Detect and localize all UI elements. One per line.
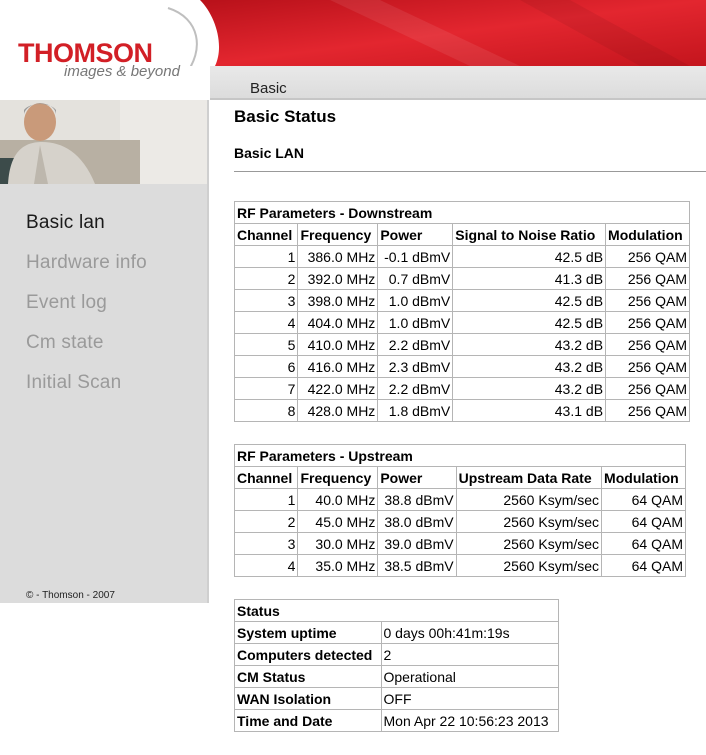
table-cell: 256 QAM: [606, 246, 690, 268]
column-header: Power: [378, 467, 456, 489]
table-cell: 35.0 MHz: [298, 555, 378, 577]
table-cell: 1: [235, 246, 298, 268]
page-title: Basic Status: [234, 107, 337, 126]
status-label: Computers detected: [235, 644, 382, 666]
brand-tagline: images & beyond: [64, 63, 180, 80]
table-row: [235, 710, 559, 732]
table-cell: 39.0 dBmV: [378, 533, 456, 555]
table-row: [235, 622, 559, 644]
sidebar-item-basic-lan[interactable]: Basic lan: [26, 212, 105, 233]
column-header: Signal to Noise Ratio: [453, 224, 606, 246]
table-row: [235, 688, 559, 710]
table-cell: 64 QAM: [602, 555, 686, 577]
table-cell: 2.2 dBmV: [378, 334, 453, 356]
table-cell: 256 QAM: [606, 268, 690, 290]
table-cell: 43.2 dB: [453, 334, 606, 356]
sidebar-item-hardware-info[interactable]: Hardware info: [26, 252, 147, 273]
table-cell: 1.0 dBmV: [378, 312, 453, 334]
column-header: Upstream Data Rate: [456, 467, 601, 489]
column-header: Channel: [235, 224, 298, 246]
table-cell: 386.0 MHz: [298, 246, 378, 268]
table-cell: 45.0 MHz: [298, 511, 378, 533]
table-cell: 64 QAM: [602, 511, 686, 533]
header: [0, 0, 706, 100]
table-cell: 40.0 MHz: [298, 489, 378, 511]
table-cell: 428.0 MHz: [298, 400, 378, 422]
table-cell: 42.5 dB: [453, 246, 606, 268]
column-header: Power: [378, 224, 453, 246]
table-cell: 2.3 dBmV: [378, 356, 453, 378]
status-value: OFF: [381, 688, 559, 710]
table-cell: 4: [235, 555, 298, 577]
column-header: Channel: [235, 467, 298, 489]
table-row: [235, 268, 690, 290]
table-cell: 392.0 MHz: [298, 268, 378, 290]
table-cell: 2560 Ksym/sec: [456, 533, 601, 555]
table-cell: 38.8 dBmV: [378, 489, 456, 511]
status-label: CM Status: [235, 666, 382, 688]
status-caption: Status: [235, 600, 559, 622]
upstream-caption: RF Parameters - Upstream: [235, 445, 686, 467]
section-subtitle: Basic LAN: [234, 145, 305, 161]
column-header: Modulation: [606, 224, 690, 246]
table-cell: 64 QAM: [602, 533, 686, 555]
table-row: [235, 334, 690, 356]
table-cell: 3: [235, 290, 298, 312]
table-cell: 398.0 MHz: [298, 290, 378, 312]
table-cell: 43.1 dB: [453, 400, 606, 422]
table-cell: 64 QAM: [602, 489, 686, 511]
table-cell: 38.0 dBmV: [378, 511, 456, 533]
table-cell: 2560 Ksym/sec: [456, 555, 601, 577]
table-cell: 42.5 dB: [453, 312, 606, 334]
table-cell: 256 QAM: [606, 378, 690, 400]
table-cell: 3: [235, 533, 298, 555]
table-cell: 1.8 dBmV: [378, 400, 453, 422]
sidebar-item-cm-state[interactable]: Cm state: [26, 332, 104, 353]
table-cell: 7: [235, 378, 298, 400]
divider: [234, 171, 706, 172]
table-row: [235, 489, 686, 511]
table-row: [235, 555, 686, 577]
table-cell: 1.0 dBmV: [378, 290, 453, 312]
table-cell: 41.3 dB: [453, 268, 606, 290]
table-row: [235, 246, 690, 268]
table-cell: 256 QAM: [606, 312, 690, 334]
table-cell: 422.0 MHz: [298, 378, 378, 400]
table-cell: 410.0 MHz: [298, 334, 378, 356]
status-value: Mon Apr 22 10:56:23 2013: [381, 710, 559, 732]
status-table: [234, 599, 559, 732]
table-cell: -0.1 dBmV: [378, 246, 453, 268]
table-row: [235, 666, 559, 688]
table-row: [235, 378, 690, 400]
table-row: [235, 644, 559, 666]
table-cell: 2: [235, 268, 298, 290]
upstream-header-row: [235, 467, 686, 489]
table-cell: 43.2 dB: [453, 378, 606, 400]
table-cell: 4: [235, 312, 298, 334]
table-cell: 6: [235, 356, 298, 378]
status-value: 0 days 00h:41m:19s: [381, 622, 559, 644]
table-cell: 1: [235, 489, 298, 511]
column-header: Frequency: [298, 467, 378, 489]
table-cell: 256 QAM: [606, 356, 690, 378]
tab-bar: [210, 66, 706, 100]
table-cell: 0.7 dBmV: [378, 268, 453, 290]
status-label: WAN Isolation: [235, 688, 382, 710]
downstream-table: [234, 201, 690, 422]
table-cell: 43.2 dB: [453, 356, 606, 378]
upstream-caption-row: [235, 445, 686, 467]
table-cell: 416.0 MHz: [298, 356, 378, 378]
copyright-text: © - Thomson - 2007: [26, 590, 115, 601]
downstream-caption: RF Parameters - Downstream: [235, 202, 690, 224]
downstream-caption-row: [235, 202, 690, 224]
status-label: Time and Date: [235, 710, 382, 732]
brand-logo-text: THOMSON: [18, 38, 153, 68]
table-row: [235, 290, 690, 312]
column-header: Frequency: [298, 224, 378, 246]
table-cell: 38.5 dBmV: [378, 555, 456, 577]
sidebar-item-event-log[interactable]: Event log: [26, 292, 108, 313]
status-caption-row: [235, 600, 559, 622]
table-row: [235, 356, 690, 378]
table-cell: 404.0 MHz: [298, 312, 378, 334]
user-photo-image: [0, 100, 207, 184]
table-cell: 42.5 dB: [453, 290, 606, 312]
table-row: [235, 511, 686, 533]
sidebar-item-initial-scan[interactable]: Initial Scan: [26, 372, 122, 393]
table-row: [235, 312, 690, 334]
table-cell: 8: [235, 400, 298, 422]
table-row: [235, 400, 690, 422]
table-cell: 256 QAM: [606, 290, 690, 312]
downstream-header-row: [235, 224, 690, 246]
status-value: Operational: [381, 666, 559, 688]
table-cell: 2560 Ksym/sec: [456, 511, 601, 533]
table-cell: 5: [235, 334, 298, 356]
table-cell: 30.0 MHz: [298, 533, 378, 555]
sidebar: [0, 100, 209, 603]
table-cell: 2: [235, 511, 298, 533]
table-row: [235, 533, 686, 555]
table-cell: 256 QAM: [606, 334, 690, 356]
status-label: System uptime: [235, 622, 382, 644]
upstream-table: [234, 444, 686, 577]
tab-basic[interactable]: Basic: [250, 80, 287, 97]
column-header: Modulation: [602, 467, 686, 489]
status-value: 2: [381, 644, 559, 666]
table-cell: 256 QAM: [606, 400, 690, 422]
table-cell: 2560 Ksym/sec: [456, 489, 601, 511]
table-cell: 2.2 dBmV: [378, 378, 453, 400]
